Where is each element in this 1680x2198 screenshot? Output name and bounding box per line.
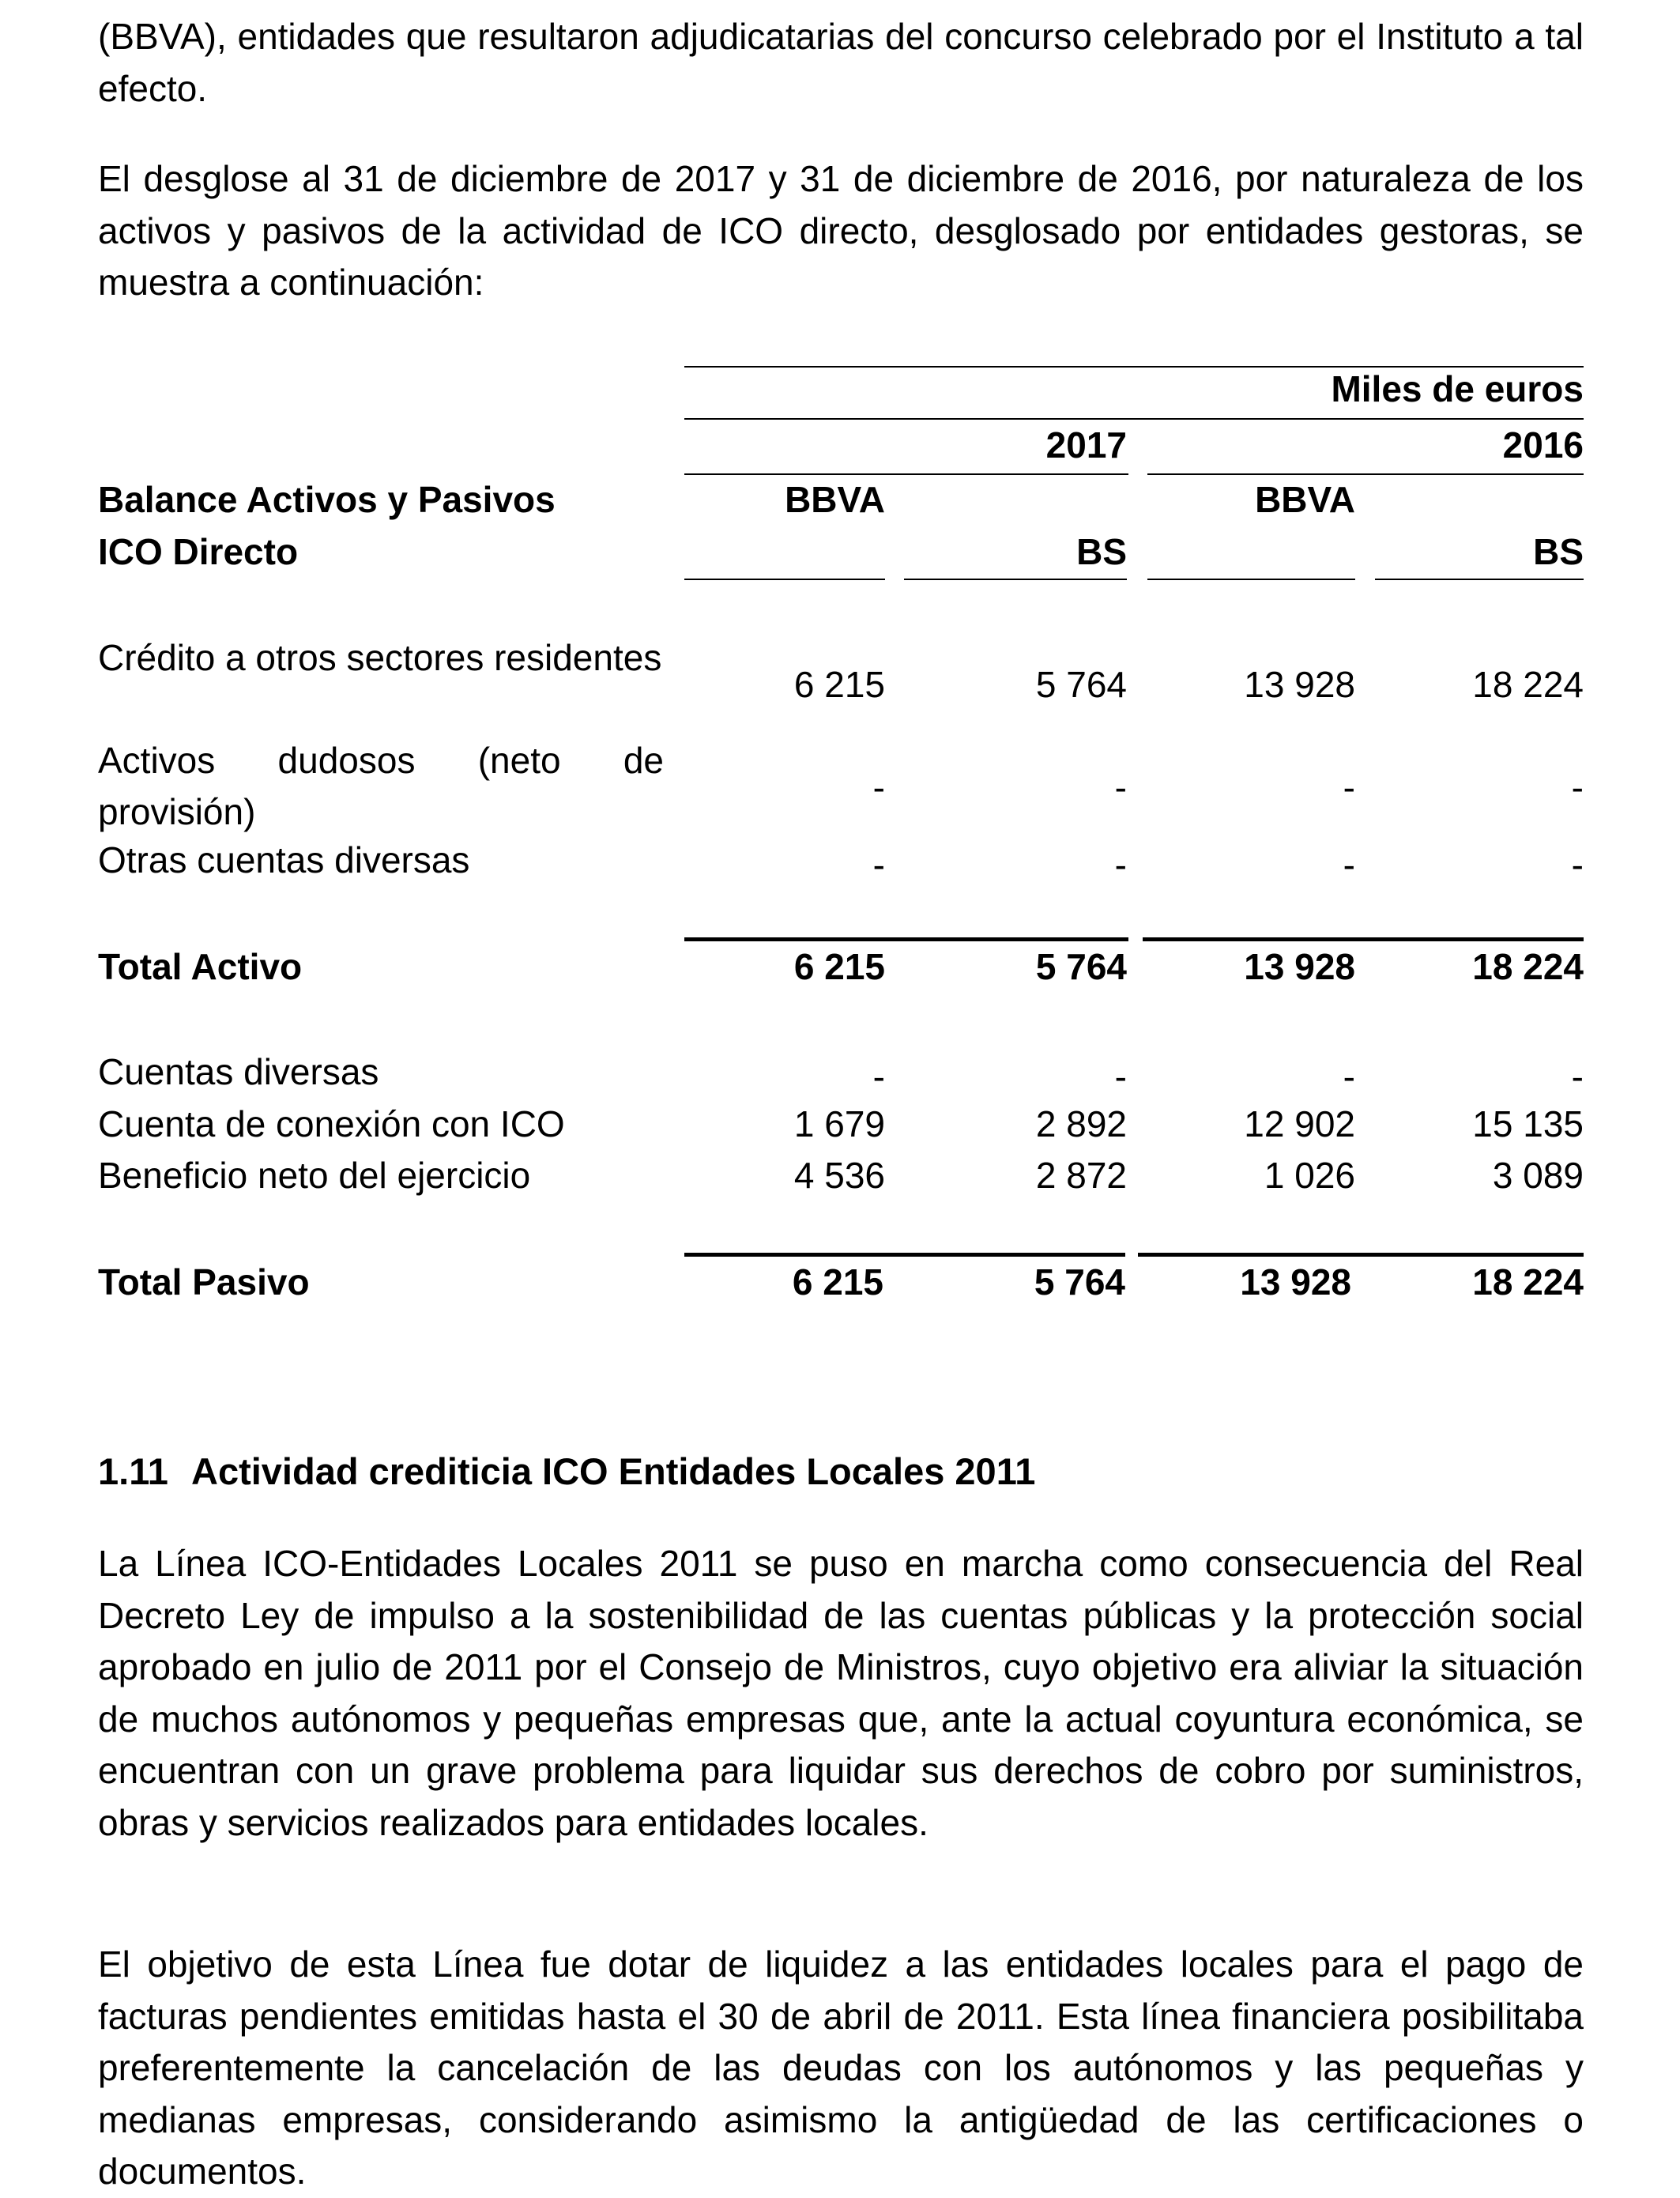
section-heading <box>98 1448 1035 1495</box>
row-otras-bbva-2016: - <box>1343 844 1355 885</box>
section-number: 1.11 <box>98 1450 168 1492</box>
row-cuentas-bs-2017: - <box>1114 1056 1127 1097</box>
row-dudosos-bbva-2017: - <box>872 767 885 808</box>
total-pasivo-bs-2017: 5 764 <box>1034 1261 1125 1303</box>
row-credito-bbva-2016: 13 928 <box>1244 664 1355 705</box>
header-rule-units <box>684 418 1584 420</box>
row-label-total-activo: Total Activo <box>98 946 303 987</box>
row-label-otras-cuentas: Otras cuentas diversas <box>98 839 470 880</box>
row-cuentas-bbva-2017: - <box>872 1056 885 1097</box>
row-label-credito: Crédito a otros sectores residentes <box>98 637 662 678</box>
row-dudosos-bs-2016: - <box>1571 767 1584 808</box>
table-title-line1: Balance Activos y Pasivos <box>98 479 556 520</box>
row-label-cuentas-diversas: Cuentas diversas <box>98 1051 379 1092</box>
row-otras-bs-2016: - <box>1571 844 1584 885</box>
paragraph-table-intro: El desglose al 31 de diciembre de 2017 y 31 de diciembre de 2016, por naturaleza de los activos y pasivos de la actividad de ICO directo, desglosado por entidades gestoras, se muestra a continuación: <box>98 158 1584 303</box>
total-activo-rule-2017 <box>684 937 1128 941</box>
row-label-total-pasivo: Total Pasivo <box>98 1261 310 1303</box>
total-activo-bs-2017: 5 764 <box>1035 946 1127 987</box>
paragraph-objetivo-linea: El objetivo de esta Línea fue dotar de liquidez a las entidades locales para el pago de facturas pendientes emitidas hasta el 30 de abril de 2011. Esta línea financiera posibilitaba preferentemente la cancelación de las deudas con los autónomos y las pequeñas y medianas empresas, considerando asimismo la antigüedad de las certificaciones o documentos. <box>98 1944 1584 2192</box>
row-credito-bs-2017: 5 764 <box>1035 664 1127 705</box>
total-pasivo-rule-2017 <box>684 1253 1125 1257</box>
row-conexion-bs-2017: 2 892 <box>1035 1103 1127 1144</box>
section-title: Actividad crediticia ICO Entidades Locales 2011 <box>191 1450 1036 1492</box>
row-cuentas-bbva-2016: - <box>1343 1056 1355 1097</box>
row-label-beneficio-neto: Beneficio neto del ejercicio <box>98 1155 531 1196</box>
row-dudosos-bbva-2016: - <box>1343 767 1355 808</box>
row-otras-bbva-2017: - <box>872 844 885 885</box>
col-rule-bs-2017 <box>904 579 1127 580</box>
row-otras-bs-2017: - <box>1114 844 1127 885</box>
header-rule-2016 <box>1147 473 1584 475</box>
total-activo-bbva-2016: 13 928 <box>1244 946 1355 987</box>
total-activo-rule-2016 <box>1143 937 1584 941</box>
row-beneficio-bbva-2017: 4 536 <box>793 1155 885 1196</box>
row-credito-bs-2016: 18 224 <box>1472 664 1584 705</box>
col-header-bbva-2017: BBVA <box>785 479 885 520</box>
total-pasivo-rule-2016 <box>1138 1253 1584 1257</box>
header-rule-2017 <box>684 473 1128 475</box>
col-header-bs-2016: BS <box>1533 531 1584 572</box>
total-pasivo-bbva-2017: 6 215 <box>792 1261 883 1303</box>
col-rule-bbva-2017 <box>684 579 885 580</box>
total-activo-bbva-2017: 6 215 <box>793 946 885 987</box>
year-2017-header: 2017 <box>1045 424 1127 466</box>
row-conexion-bbva-2016: 12 902 <box>1244 1103 1355 1144</box>
row-beneficio-bbva-2016: 1 026 <box>1264 1155 1355 1196</box>
total-activo-bs-2016: 18 224 <box>1472 946 1584 987</box>
col-rule-bbva-2016 <box>1147 579 1355 580</box>
row-dudosos-bs-2017: - <box>1114 767 1127 808</box>
total-pasivo-bs-2016: 18 224 <box>1472 1261 1584 1303</box>
paragraph-linea-ico: La Línea ICO-Entidades Locales 2011 se puso en marcha como consecuencia del Real Decreto Ley de impulso a la sostenibilidad de las cuentas públicas y la protección social aprobado en julio de 2011 por el Consejo de Ministros, cuyo objetivo era aliviar la situación de muchos autónomos y pequeñas empresas que, ante la actual coyuntura económica, se encuentran con un grave problema para liquidar sus derechos de cobro por suministros, obras y servicios realizados para entidades locales. <box>98 1543 1584 1843</box>
row-beneficio-bs-2017: 2 872 <box>1035 1155 1127 1196</box>
col-header-bbva-2016: BBVA <box>1255 479 1355 520</box>
row-label-cuenta-conexion: Cuenta de conexión con ICO <box>98 1103 565 1144</box>
row-conexion-bs-2016: 15 135 <box>1472 1103 1584 1144</box>
year-2016-header: 2016 <box>1502 424 1584 466</box>
total-pasivo-bbva-2016: 13 928 <box>1240 1261 1351 1303</box>
table-title-line2: ICO Directo <box>98 531 299 572</box>
paragraph-intro-continuation: (BBVA), entidades que resultaron adjudicatarias del concurso celebrado por el Instituto a tal efecto. <box>98 16 1584 109</box>
units-header: Miles de euros <box>1331 368 1584 409</box>
col-rule-bs-2016 <box>1375 579 1584 580</box>
row-cuentas-bs-2016: - <box>1571 1056 1584 1097</box>
col-header-bs-2017: BS <box>1076 531 1127 572</box>
row-label-activos-dudosos: Activos dudosos (neto de provisión) <box>98 740 664 832</box>
row-conexion-bbva-2017: 1 679 <box>793 1103 885 1144</box>
row-beneficio-bs-2016: 3 089 <box>1492 1155 1584 1196</box>
row-credito-bbva-2017: 6 215 <box>793 664 885 705</box>
